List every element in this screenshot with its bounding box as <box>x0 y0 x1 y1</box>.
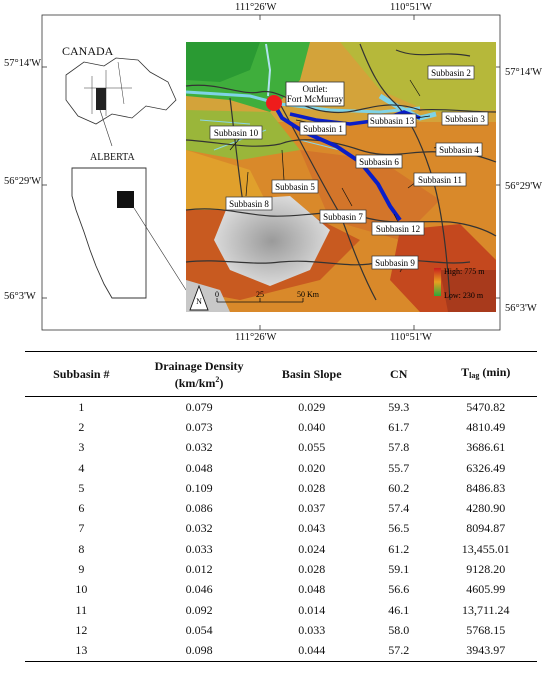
cell-subbasin: 12 <box>75 622 88 637</box>
cell-basin-slope: 0.028 <box>298 562 326 577</box>
cell-cn: 57.4 <box>388 501 410 516</box>
lon-tick-top-1: 111°26'W <box>235 2 277 13</box>
cell-cn: 57.2 <box>363 641 435 662</box>
cell-basin-slope: 0.043 <box>298 521 326 536</box>
lat-tick-right-1: 57°14'W <box>505 67 543 78</box>
scale-label-50: 50 Km <box>297 290 319 299</box>
subbasin-label-5: Subbasin 5 <box>275 182 315 192</box>
header-tlag-sub: lag <box>469 371 480 380</box>
subbasin-label-3: Subbasin 3 <box>445 114 485 124</box>
cell-tlag: 5470.82 <box>466 399 506 414</box>
header-tlag-unit: (min) <box>479 365 511 379</box>
cell-subbasin: 11 <box>75 602 88 617</box>
cell-drainage-density: 0.098 <box>138 641 261 662</box>
cell-drainage-density: 0.032 <box>185 440 213 455</box>
cell-subbasin: 3 <box>78 440 85 455</box>
cell-subbasin: 10 <box>75 582 88 597</box>
table-row <box>25 519 537 539</box>
header-tlag-main: T <box>461 365 470 379</box>
cell-subbasin: 2 <box>78 419 85 434</box>
table-row <box>25 417 537 437</box>
cell-cn: 61.2 <box>388 541 410 556</box>
scale-label-25: 25 <box>256 290 264 299</box>
subbasin-label-13: Subbasin 13 <box>369 116 415 126</box>
cell-tlag: 3943.97 <box>435 641 537 662</box>
cell-subbasin: 8 <box>78 541 85 556</box>
cell-cn: 61.7 <box>388 419 410 434</box>
header-subbasin: Subbasin # <box>25 352 138 397</box>
cell-basin-slope: 0.048 <box>298 582 326 597</box>
legend-low: Low: 230 m <box>444 291 484 300</box>
study-area-marker <box>117 191 134 208</box>
table-header-row <box>25 352 537 397</box>
cell-basin-slope: 0.028 <box>298 480 326 495</box>
header-drainage-line1: Drainage Density <box>154 358 244 373</box>
subbasin-table <box>25 351 537 662</box>
lat-tick-left-2: 56°29'W <box>4 176 42 187</box>
subbasin-label-8: Subbasin 8 <box>229 199 269 209</box>
alberta-highlight <box>96 88 106 110</box>
table-row <box>25 580 537 600</box>
table-row <box>25 539 537 559</box>
cell-subbasin: 1 <box>78 399 85 414</box>
outlet-label-line2: Fort McMurray <box>286 94 344 104</box>
header-drainage-sup: 2 <box>215 374 220 384</box>
cell-drainage-density: 0.109 <box>185 480 213 495</box>
subbasin-label-10: Subbasin 10 <box>213 128 259 138</box>
header-drainage-density <box>138 352 261 397</box>
canada-label: CANADA <box>62 44 114 58</box>
cell-tlag: 4605.99 <box>466 582 506 597</box>
lat-tick-left-3: 56°3'W <box>4 291 36 302</box>
cell-tlag: 5768.15 <box>466 622 506 637</box>
subbasin-label-6: Subbasin 6 <box>359 157 399 167</box>
cell-cn: 57.8 <box>388 440 410 455</box>
cell-drainage-density: 0.092 <box>185 602 213 617</box>
lon-tick-bottom-1: 111°26'W <box>235 332 277 343</box>
lon-tick-top-2: 110°51'W <box>390 2 432 13</box>
subbasin-label-7: Subbasin 7 <box>323 212 363 222</box>
cell-drainage-density: 0.048 <box>185 460 213 475</box>
header-cn: CN <box>363 352 435 397</box>
cell-drainage-density: 0.079 <box>185 399 213 414</box>
north-label: N <box>196 297 202 306</box>
cell-tlag: 4810.49 <box>466 419 506 434</box>
cell-drainage-density: 0.086 <box>185 501 213 516</box>
table-row <box>25 600 537 620</box>
cell-tlag: 13,711.24 <box>462 602 510 617</box>
subbasin-label-12: Subbasin 12 <box>375 224 421 234</box>
outlet-marker <box>266 95 282 111</box>
cell-drainage-density: 0.046 <box>185 582 213 597</box>
table-row <box>25 397 537 418</box>
alberta-label: ALBERTA <box>90 152 135 163</box>
cell-subbasin: 6 <box>78 501 85 516</box>
header-drainage-pre: (km/km <box>174 375 216 390</box>
cell-drainage-density: 0.012 <box>185 562 213 577</box>
alberta-inset-map <box>72 168 186 298</box>
cell-basin-slope: 0.033 <box>298 622 326 637</box>
table-row <box>25 498 537 518</box>
cell-basin-slope: 0.044 <box>261 641 363 662</box>
table-row <box>25 641 537 662</box>
header-drainage-post: ) <box>219 375 224 390</box>
header-tlag <box>435 352 537 397</box>
lat-tick-right-2: 56°29'W <box>505 181 543 192</box>
cell-basin-slope: 0.020 <box>298 460 326 475</box>
outlet-label-line1: Outlet: <box>302 84 328 94</box>
table-row <box>25 438 537 458</box>
cell-cn: 59.1 <box>388 562 410 577</box>
subbasin-label-4: Subbasin 4 <box>439 145 479 155</box>
table-row <box>25 458 537 478</box>
cell-subbasin: 5 <box>78 480 85 495</box>
cell-cn: 58.0 <box>388 622 410 637</box>
cell-subbasin: 9 <box>78 562 85 577</box>
cell-subbasin: 13 <box>25 641 138 662</box>
scale-label-0: 0 <box>215 290 219 299</box>
cell-basin-slope: 0.029 <box>298 399 326 414</box>
subbasin-label-2: Subbasin 2 <box>431 68 471 78</box>
lon-tick-bottom-2: 110°51'W <box>390 332 432 343</box>
cell-tlag: 9128.20 <box>466 562 506 577</box>
cell-basin-slope: 0.055 <box>298 440 326 455</box>
cell-cn: 60.2 <box>388 480 410 495</box>
cell-basin-slope: 0.040 <box>298 419 326 434</box>
cell-subbasin: 7 <box>78 521 85 536</box>
cell-drainage-density: 0.073 <box>185 419 213 434</box>
cell-cn: 59.3 <box>388 399 410 414</box>
cell-cn: 56.5 <box>388 521 410 536</box>
elevation-legend-bar <box>434 268 441 296</box>
cell-basin-slope: 0.014 <box>298 602 326 617</box>
cell-tlag: 6326.49 <box>466 460 506 475</box>
cell-drainage-density: 0.033 <box>185 541 213 556</box>
cell-cn: 56.6 <box>388 582 410 597</box>
cell-subbasin: 4 <box>78 460 85 475</box>
cell-drainage-density: 0.054 <box>185 622 213 637</box>
table-row <box>25 559 537 579</box>
cell-tlag: 4280.90 <box>466 501 506 516</box>
cell-cn: 46.1 <box>388 602 410 617</box>
subbasin-label-9: Subbasin 9 <box>375 258 415 268</box>
cell-tlag: 8486.83 <box>466 480 506 495</box>
canada-inset-map <box>66 58 176 146</box>
lat-tick-left-1: 57°14'W <box>4 58 42 69</box>
cell-tlag: 8094.87 <box>466 521 506 536</box>
subbasin-label-11: Subbasin 11 <box>418 175 462 185</box>
subbasin-label-1: Subbasin 1 <box>303 124 343 134</box>
table-row <box>25 478 537 498</box>
cell-tlag: 13,455.01 <box>461 541 510 556</box>
cell-cn: 55.7 <box>388 460 410 475</box>
legend-high: High: 775 m <box>444 267 485 276</box>
lat-tick-right-3: 56°3'W <box>505 303 537 314</box>
cell-tlag: 3686.61 <box>466 440 506 455</box>
cell-basin-slope: 0.037 <box>298 501 326 516</box>
cell-basin-slope: 0.024 <box>298 541 326 556</box>
cell-drainage-density: 0.032 <box>185 521 213 536</box>
table-row <box>25 620 537 640</box>
header-basin-slope: Basin Slope <box>261 352 363 397</box>
